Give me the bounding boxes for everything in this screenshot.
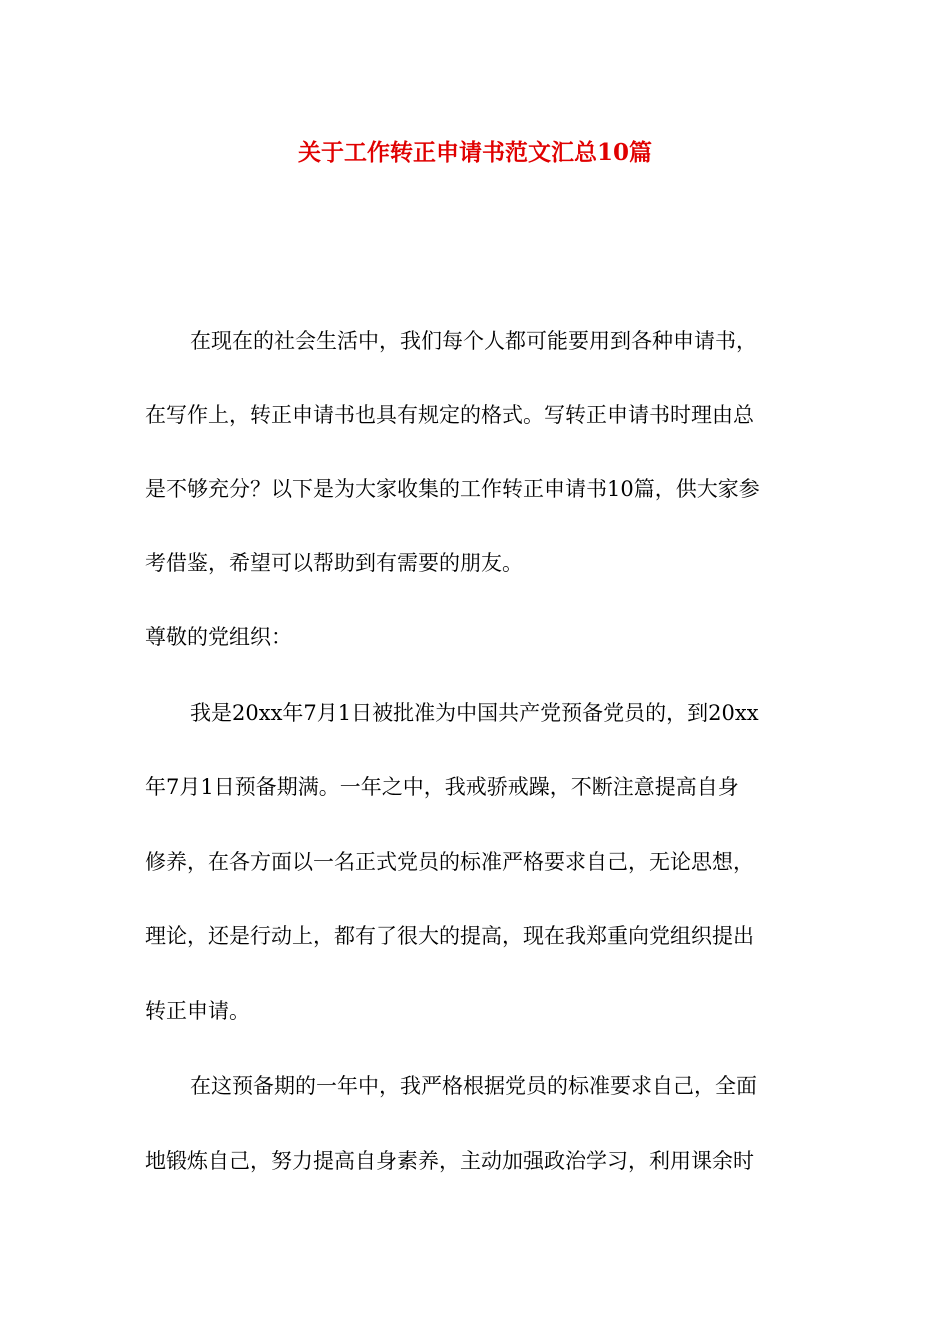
paragraph-line: 考借鉴，希望可以帮助到有需要的朋友。	[145, 551, 523, 575]
salutation-line: 尊敬的党组织：	[145, 625, 292, 649]
paragraph-line: 年7月1日预备期满。一年之中，我戒骄戒躁，不断注意提高自身	[145, 775, 739, 799]
document-title: 关于工作转正申请书范文汇总10篇	[297, 139, 652, 166]
paragraph-line: 在这预备期的一年中，我严格根据党员的标准要求自己，全面	[190, 1074, 757, 1098]
paragraph-line: 地锻炼自己，努力提高自身素养，主动加强政治学习，利用课余时	[145, 1149, 754, 1173]
paragraph-line: 在现在的社会生活中，我们每个人都可能要用到各种申请书，	[190, 329, 757, 353]
paragraph-line: 是不够充分？以下是为大家收集的工作转正申请书10篇，供大家参	[145, 477, 760, 501]
paragraph-line: 我是20xx年7月1日被批准为中国共产党预备党员的，到20xx	[190, 701, 759, 725]
paragraph-line: 理论，还是行动上，都有了很大的提高，现在我郑重向党组织提出	[145, 924, 754, 948]
paragraph-line: 转正申请。	[145, 999, 250, 1023]
paragraph-line: 修养，在各方面以一名正式党员的标准严格要求自己，无论思想，	[145, 850, 754, 874]
paragraph-line: 在写作上，转正申请书也具有规定的格式。写转正申请书时理由总	[145, 403, 754, 427]
